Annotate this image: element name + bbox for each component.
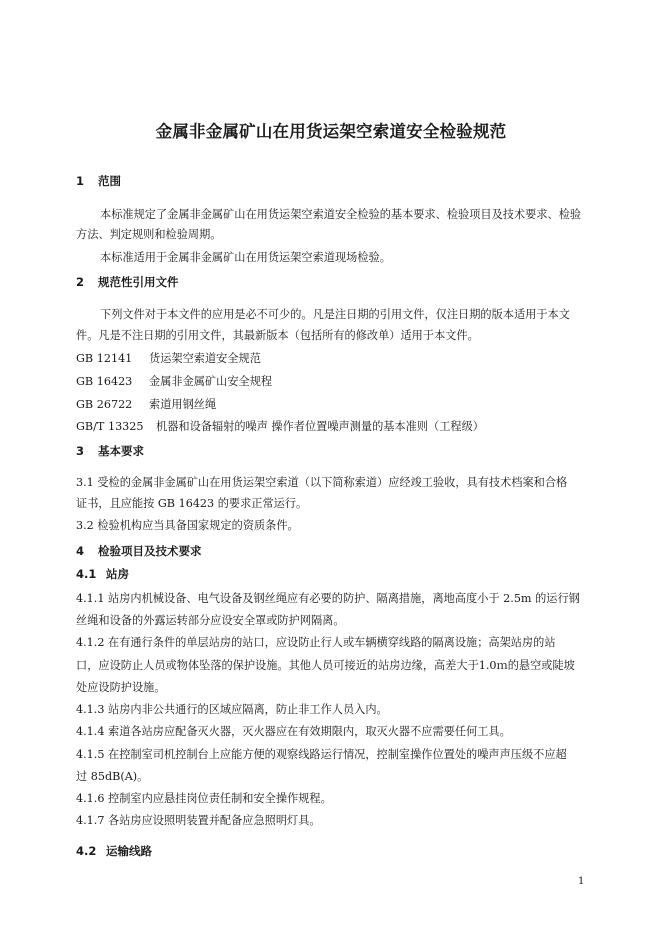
section-title: 范围 [98,174,121,188]
section-number: 2 [76,275,85,289]
section-number: 4 [76,544,85,558]
reference-code: GB 16423 [76,375,133,388]
paragraph-line: 口，应设防止人员或物体坠落的保护设施。其他人员可接近的站房边缘，高差大于1.0ｍ的悬空或陡坡 [76,659,575,672]
section-number: 3 [76,444,85,458]
section-2-heading [76,274,179,290]
paragraph-line: 4.1.5 在控制室司机控制台上应能方便的观察线路运行情况，控制室操作位置处的噪声声压级不应超 [76,748,567,761]
paragraph-line: 丝绳和设备的外露运转部分应设安全罩或防护网隔离。 [76,614,345,627]
paragraph-line: 3.1 受检的金属非金属矿山在用货运架空索道（以下简称索道）应经竣工验收，具有技术档案和合格 [76,476,568,489]
section-1-heading [76,173,121,189]
reference-title: 货运架空索道安全规范 [149,352,261,365]
reference-title: 机器和设备辐射的噪声 操作者位置噪声测量的基本准则（工程级） [156,420,484,433]
section-title: 检验项目及技术要求 [98,544,202,558]
reference-title: 金属非金属矿山安全规程 [149,375,273,388]
paragraph-line: 下列文件对于本文件的应用是必不可少的。凡是注日期的引用文件，仅注日期的版本适用于本文 [100,308,570,321]
paragraph-line: 4.1.7 各站房应设照明装置并配备应急照明灯具。 [76,814,321,827]
reference-code: GB 26722 [76,398,133,411]
section-title: 站房 [106,567,129,581]
paragraph-line: 本标准规定了金属非金属矿山在用货运架空索道安全检验的基本要求、检验项目及技术要求、检验 [100,208,582,221]
section-3-heading [76,443,144,459]
paragraph-line: 过 85dB(A)。 [76,770,149,783]
paragraph-line: 4.1.4 索道各站房应配备灭火器，灭火器应在有效期限内，取灭火器不应需要任何工具。 [76,725,511,738]
reference-item [76,373,602,389]
paragraph-line: 3.2 检验机构应当具备国家规定的资质条件。 [76,519,299,532]
subsection-4-2-heading [76,843,152,859]
paragraph-line: 4.1.6 控制室内应悬挂岗位责任制和安全操作规程。 [76,792,332,805]
section-title: 规范性引用文件 [98,275,179,289]
page-number: 1 [578,876,585,887]
section-4-heading [76,543,202,559]
reference-item [76,396,602,412]
paragraph-line: 本标准适用于金属非金属矿山在用货运架空索道现场检验。 [100,251,391,264]
document-title: 金属非金属矿山在用货运架空索道安全检验规范 [155,122,507,141]
reference-item [76,350,602,366]
section-title: 基本要求 [98,444,144,458]
subsection-4-1-heading [76,566,129,582]
paragraph-line: 方法、判定规则和检验周期。 [76,228,222,241]
paragraph-line: 4.1.1 站房内机械设备、电气设备及钢丝绳应有必要的防护、隔离措施，离地高度小于 2.5m 的运行钢 [76,592,580,605]
paragraph-line: 件。凡是不注日期的引用文件，其最新版本（包括所有的修改单）适用于本文件。 [76,329,479,342]
section-number: 4.2 [76,844,97,858]
section-title: 运输线路 [106,844,152,858]
paragraph-line: 处应设防护设施。 [76,681,166,694]
section-number: 4.1 [76,567,97,581]
reference-item [76,418,602,434]
section-number: 1 [76,174,85,188]
reference-code: GB 12141 [76,352,133,365]
reference-title: 索道用钢丝绳 [149,398,217,411]
paragraph-line: 证书，且应能按 GB 16423 的要求正常运行。 [76,497,308,510]
paragraph-line: 4.1.2 在有通行条件的单层站房的站口，应设防止行人或车辆横穿线路的隔离设施；高架站房的站 [76,636,556,649]
reference-code: GB/T 13325 [76,420,144,433]
paragraph-line: 4.1.3 站房内非公共通行的区域应隔离，防止非工作人员入内。 [76,703,388,716]
